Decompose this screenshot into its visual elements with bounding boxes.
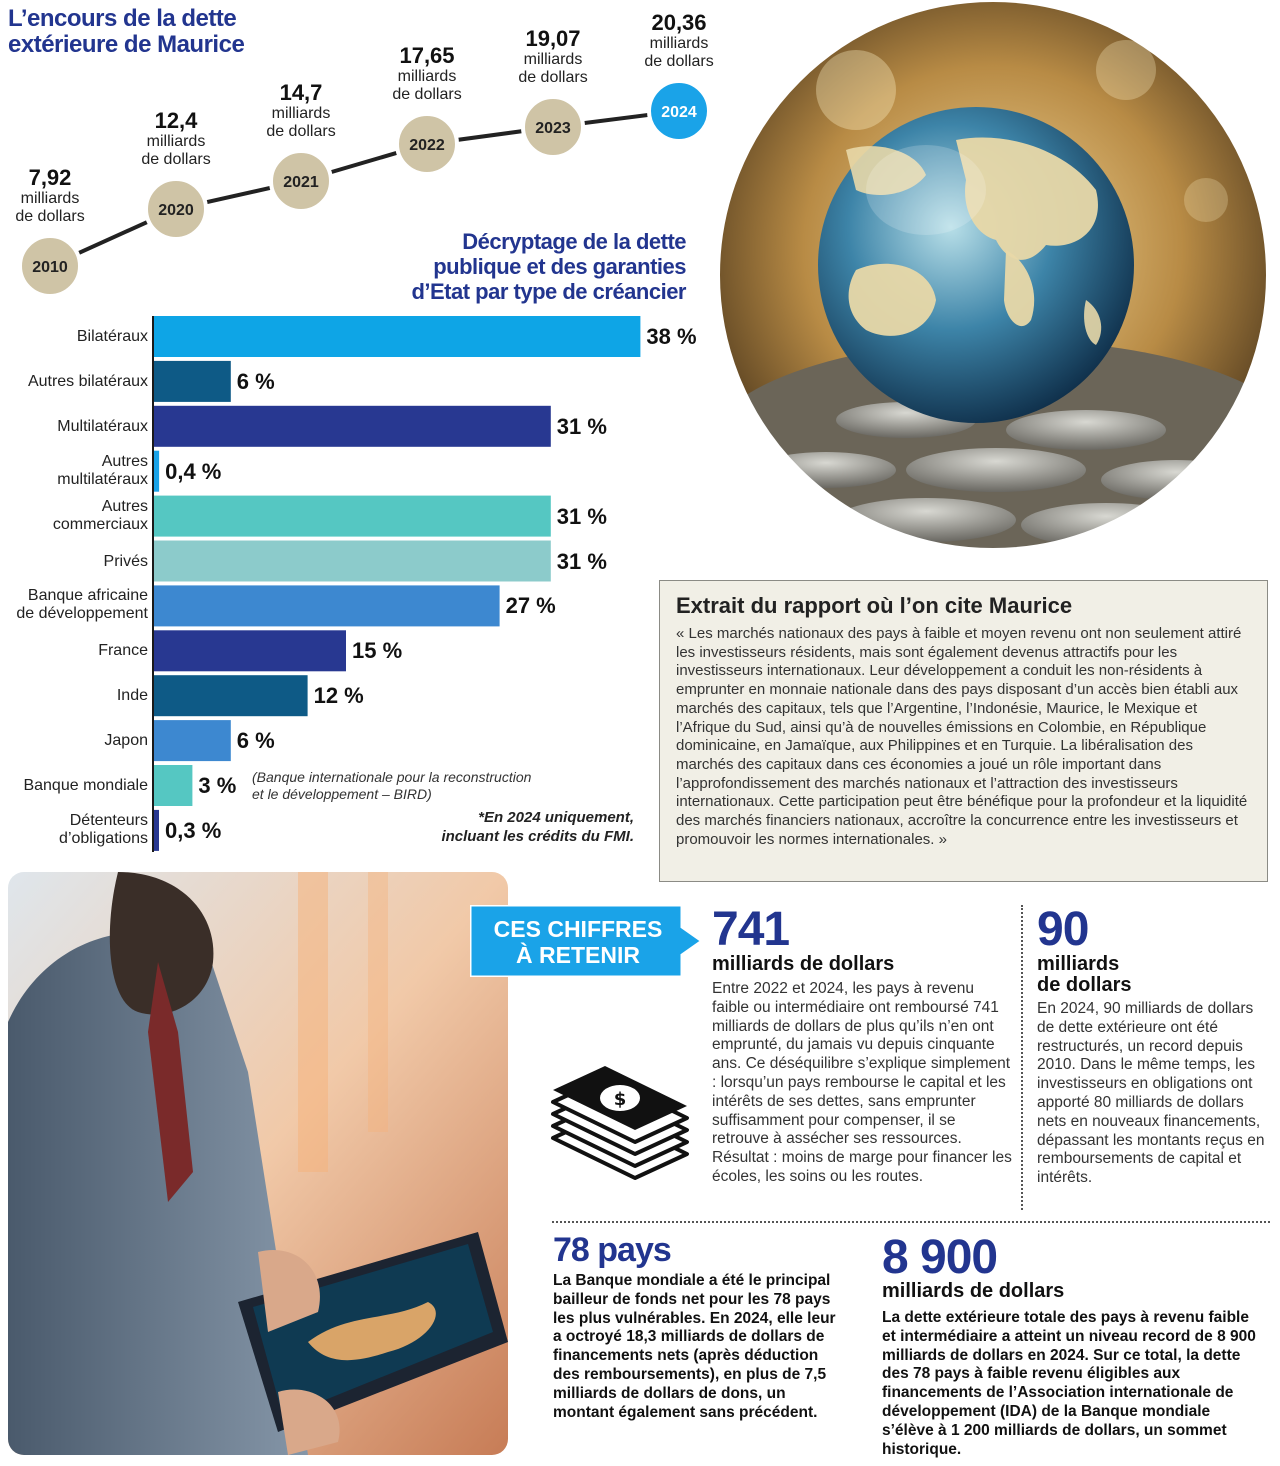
- bar-value-label-3: 0,4 %: [165, 458, 222, 484]
- figure-78-number: 78 pays: [553, 1231, 671, 1269]
- timeline-value-unit-line2: de dollars: [392, 86, 462, 103]
- bar-category-line1: Autres bilatéraux: [27, 372, 148, 390]
- bar-value-label-6: 27 %: [505, 593, 556, 619]
- bar-category-line1: Inde: [116, 687, 148, 705]
- timeline-value-unit-line1: milliards: [523, 51, 583, 68]
- timeline-year-2023: 2023: [535, 120, 571, 137]
- timeline-year-2022: 2022: [409, 137, 445, 154]
- bar-category-line1: Japon: [104, 732, 148, 750]
- bar-value-label-2: 31 %: [556, 413, 607, 439]
- report-extract-text: « Les marchés nationaux des pays à faible et moyen revenu ont non seulement attiré les investisseurs résidents, mais sont également devenus attractifs pour les investisseurs internationaux. Leur développement a conduit les non-résidents à emprunter en monnaie nationale dans des pays disposant d’un accès bien établi aux marchés des capitaux, tels que l’Argentine, l’Indonésie, Maurice, le Mexique et l’Afrique du Sud, ainsi qu’à de nouvelles émissions en Colombie, en République dominicaine, en Jamaïque, aux Philippines et en Turquie. La libéralisation des marchés des capitaux dans ces économies a joué un rôle important dans l’approfondissement des marchés nationaux et l’attraction des investisseurs internationaux. Cette participation peut être bénéfique pour la profondeur et la liquidité des marchés financiers nationaux, accroître la concurrence entre les investisseurs et promouvoir les normes internationales. »: [676, 625, 1248, 848]
- bar-11: [154, 810, 159, 851]
- bar-value-label-0: 38 %: [646, 324, 697, 349]
- bar-category-label-1: [28, 373, 148, 391]
- bar-3: [154, 451, 159, 492]
- timeline-value-unit-line2: de dollars: [644, 53, 714, 70]
- bar-category-label-11: [59, 812, 148, 848]
- timeline-title-line2: extérieure de Maurice: [8, 31, 245, 58]
- timeline-value-unit-line2: de dollars: [141, 151, 211, 168]
- bar-category-label-2: [57, 418, 148, 436]
- timeline-value-unit-line1: milliards: [20, 190, 80, 207]
- figure-90-text: En 2024, 90 milliards de dollars de dette extérieure ont été restructurés, un record depuis 2010. Dans le même temps, les investisseurs en obligations ont apporté 80 milliards de dollars nets en nouveaux financements, dépassant les montants reçus en remboursements de capital et intérêts.: [1037, 1000, 1265, 1187]
- chart-footnote-line1: *En 2024 uniquement,: [478, 809, 634, 826]
- bar-category-line2: multilatéraux: [57, 470, 148, 488]
- chart-footnote: [410, 808, 634, 846]
- bar-4: [154, 496, 551, 537]
- bar-value-label-11: 0,3 %: [165, 817, 222, 843]
- bar-chart-title-line2: publique et des garanties: [433, 254, 686, 279]
- key-figures-badge-line2: À RETENIR: [516, 942, 640, 968]
- bar-8: [154, 675, 308, 716]
- bar-category-line1: Autres: [101, 452, 148, 470]
- timeline-year-2010: 2010: [32, 259, 68, 276]
- bar-category-line1: Banque africaine: [27, 587, 148, 605]
- bar-category-line1: Autres: [101, 497, 148, 515]
- timeline-value-number: 17,65: [399, 43, 455, 68]
- bar-1: [154, 361, 231, 402]
- svg-text:$: $: [613, 1089, 627, 1110]
- bar-category-line1: Privés: [103, 552, 148, 570]
- report-extract-title: Extrait du rapport où l’on cite Maurice: [676, 593, 1073, 618]
- figures-horizontal-divider: [552, 1221, 1270, 1223]
- bar-value-label-8: 12 %: [313, 683, 364, 709]
- chart-footnote-line2: incluant les crédits du FMI.: [441, 828, 634, 845]
- bar-value-label-4: 31 %: [556, 503, 607, 529]
- timeline-value-number: 12,4: [154, 108, 198, 133]
- bar-category-line2: d’obligations: [59, 829, 148, 847]
- figure-8900-number: 8 900: [882, 1231, 998, 1284]
- bar-chart-title-line1: Décryptage de la dette: [462, 229, 686, 254]
- bar-category-line1: Banque mondiale: [23, 777, 148, 794]
- bar-value-label-9: 6 %: [236, 728, 275, 754]
- timeline-value-unit-line1: milliards: [146, 133, 206, 150]
- world-bank-note: [252, 769, 531, 803]
- timeline-value-unit-line2: de dollars: [15, 208, 85, 225]
- bar-category-line2: de développement: [16, 605, 148, 623]
- timeline-value-number: 14,7: [279, 80, 323, 105]
- bar-category-line1: France: [98, 642, 148, 660]
- bar-value-label-10: 3 %: [198, 773, 237, 798]
- figure-90-number: 90: [1037, 903, 1089, 956]
- timeline-value-number: 19,07: [525, 26, 581, 51]
- bar-value-label-5: 31 %: [556, 548, 607, 574]
- figure-741-number: 741: [712, 903, 790, 956]
- world-bank-note-line1: (Banque internationale pour la reconstruction: [252, 769, 532, 785]
- timeline-value-unit-line2: de dollars: [266, 123, 336, 140]
- bar-category-line1: Multilatéraux: [57, 417, 148, 435]
- bar-category-line2: commerciaux: [52, 515, 148, 533]
- bar-value-label-1: 6 %: [236, 368, 275, 394]
- timeline-year-2021: 2021: [283, 174, 319, 191]
- figure-90-unit-line1: milliards: [1037, 953, 1120, 975]
- timeline-value-number: 20,36: [651, 10, 707, 35]
- key-figures-badge: [474, 916, 682, 968]
- key-figures-badge-line1: CES CHIFFRES: [493, 916, 663, 942]
- report-extract-box: [659, 580, 1268, 882]
- bar-6: [154, 585, 500, 626]
- figure-90-unit-line2: de dollars: [1037, 974, 1132, 996]
- bar-category-line1: Bilatéraux: [76, 328, 148, 345]
- businessman-tablet-image: [8, 872, 508, 1455]
- figure-741-text: Entre 2022 et 2024, les pays à revenu faible ou intermédiaire ont remboursé 741 milliards de dollars de plus qu’ils n’en ont emprunté, du jamais vu depuis cinquante ans. Ce déséquilibre s’explique simplement : lorsqu’un pays rembourse le capital et les intérêts de ses dettes, sans emprunter suffisamment pour compenser, il se retrouve à assécher ses ressources. Résultat : moins de marge pour financer les écoles, les soins ou les routes.: [712, 980, 1012, 1185]
- timeline-value-unit-line1: milliards: [271, 105, 331, 122]
- timeline-value-number: 7,92: [28, 165, 72, 190]
- bar-category-label-6: [16, 587, 148, 623]
- figure-741-unit: milliards de dollars: [712, 953, 895, 975]
- bar-category-label-5: [104, 553, 148, 571]
- world-bank-note-line2: et le développement – BIRD): [252, 786, 432, 802]
- figure-78-text: La Banque mondiale a été le principal bailleur de fonds net pour les 78 pays les plus vulnérables. En 2024, elle leur a octroyé 18,3 milliards de dollars de financements nets (après déduction des remboursements), en plus de 7,5 milliards de dollars de dons, un montant également sans précédent.: [553, 1272, 836, 1421]
- bar-category-label-7: [98, 642, 148, 660]
- bar-category-label-9: [104, 732, 148, 750]
- bar-0: [154, 316, 640, 357]
- bar-category-label-8: [117, 687, 148, 705]
- timeline-value-unit-line1: milliards: [397, 68, 457, 85]
- timeline-value-unit-line1: milliards: [649, 35, 709, 52]
- bar-10: [154, 765, 192, 806]
- figures-vertical-divider: [1021, 905, 1023, 1210]
- figure-8900-text: La dette extérieure totale des pays à revenu faible et intermédiaire a atteint un niveau record de 8 900 milliards de dollars en 2024. Sur ce total, la dette des 78 pays à faible revenu éligibles aux financements de l’Association internationale de développement (IDA) de la Banque mondiale s’élève à 1 200 milliards de dollars, un sommet historique.: [882, 1309, 1256, 1458]
- figure-8900-unit: milliards de dollars: [882, 1280, 1065, 1302]
- bar-7: [154, 630, 346, 671]
- bar-category-label-0: [77, 328, 148, 346]
- bar-chart-title-line3: d’Etat par type de créancier: [411, 279, 686, 304]
- globe-coins-image: [706, 0, 1280, 552]
- bar-value-label-7: 15 %: [352, 638, 403, 664]
- figure-90-unit: [1037, 954, 1131, 996]
- bar-5: [154, 541, 551, 582]
- bar-9: [154, 720, 231, 761]
- bar-category-label-3: [57, 453, 148, 489]
- timeline-title-line1: L’encours de la dette: [8, 5, 237, 32]
- bar-category-label-10: [23, 777, 148, 795]
- timeline-year-2020: 2020: [158, 202, 194, 219]
- money-stack-icon: [545, 1058, 695, 1183]
- timeline-year-2024: 2024: [661, 104, 697, 121]
- bar-2: [154, 406, 551, 447]
- bar-category-label-4: [53, 498, 148, 534]
- timeline-value-unit-line2: de dollars: [518, 69, 588, 86]
- bar-category-line1: Détenteurs: [69, 811, 148, 829]
